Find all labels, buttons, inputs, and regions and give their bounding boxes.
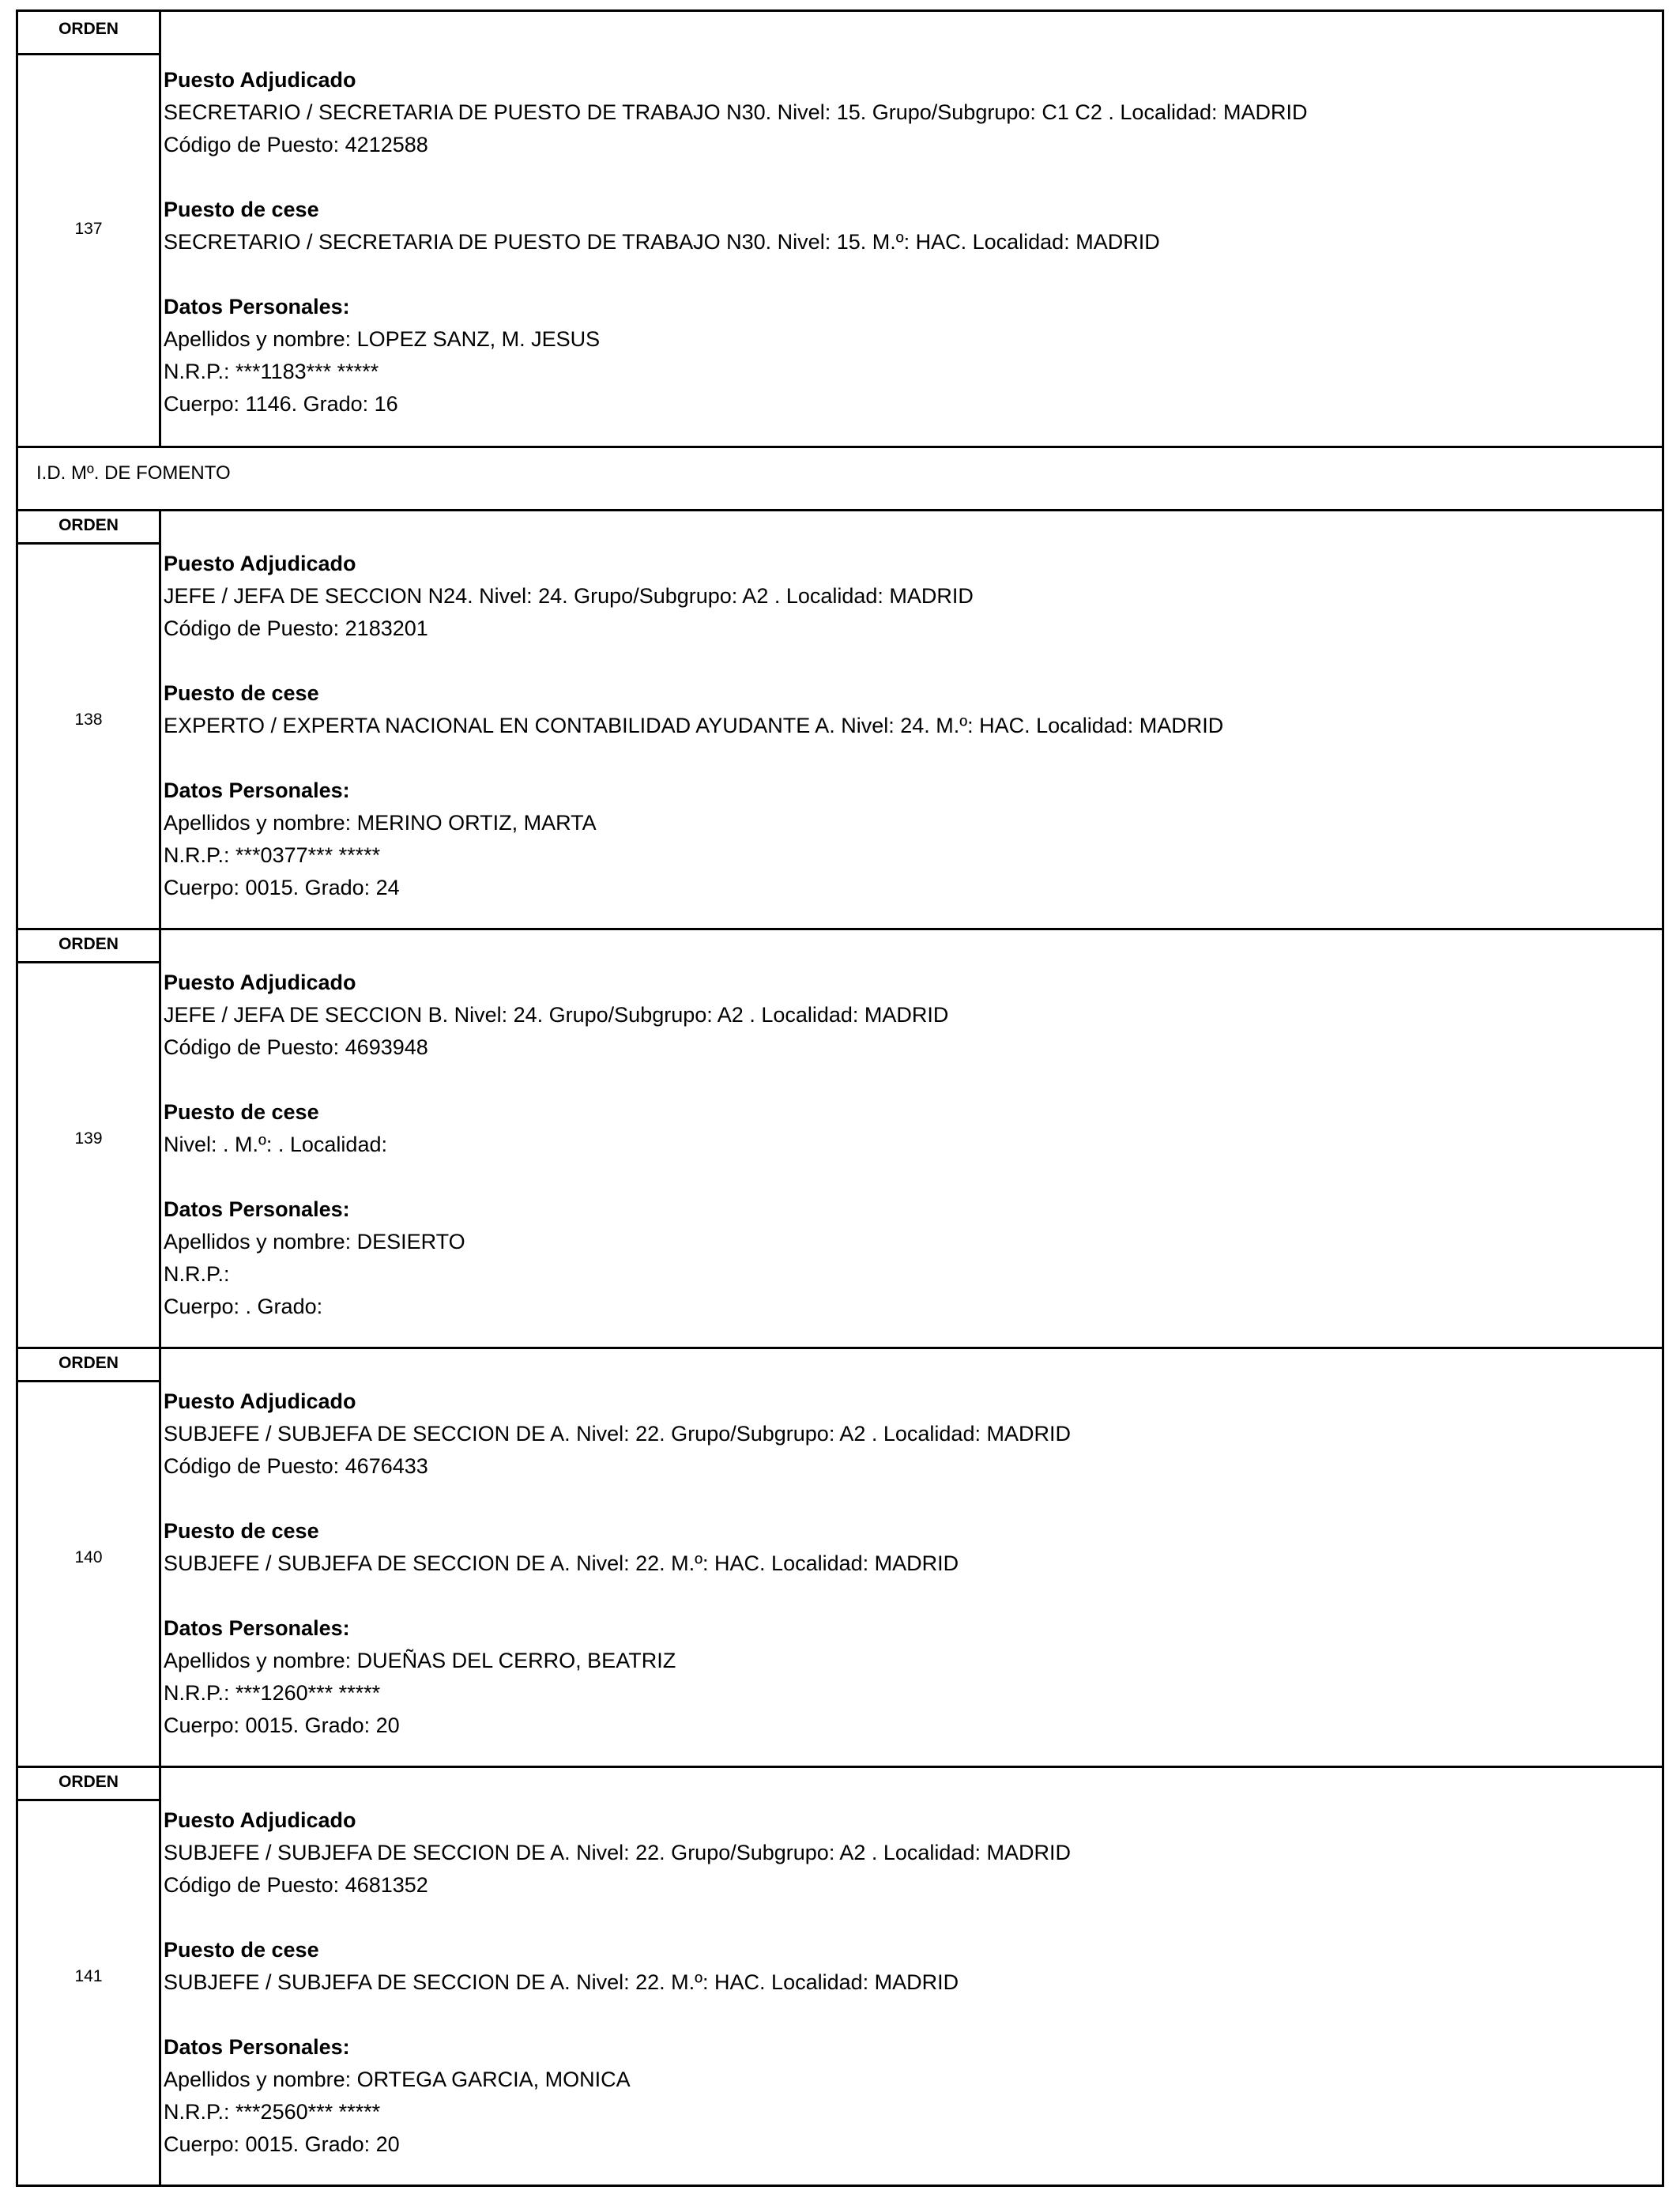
- record-content: [164, 1804, 1654, 2161]
- order-number: 137: [74, 219, 103, 238]
- record-content: [164, 64, 1654, 420]
- apellidos-nombre: Apellidos y nombre: MERINO ORTIZ, MARTA: [164, 811, 597, 835]
- puesto-adjudicado-text: SUBJEFE / SUBJEFA DE SECCION DE A. Nivel: 22. Grupo/Subgrupo: A2 . Localidad: MADRID: [164, 1422, 1071, 1446]
- codigo-puesto: Código de Puesto: 4676433: [164, 1454, 428, 1478]
- datos-personales-heading: Datos Personales:: [164, 1616, 350, 1640]
- puesto-cese-text: SUBJEFE / SUBJEFA DE SECCION DE A. Nivel: 22. M.º: HAC. Localidad: MADRID: [164, 1970, 959, 1994]
- order-number: 141: [74, 1966, 103, 1985]
- nrp: N.R.P.: ***0377*** *****: [164, 843, 381, 867]
- order-column: [18, 930, 161, 1347]
- cuerpo-grado: Cuerpo: . Grado:: [164, 1295, 323, 1318]
- order-header: ORDEN: [18, 930, 159, 963]
- record-content: [164, 548, 1654, 904]
- record-139: [16, 928, 1664, 1347]
- puesto-adjudicado-heading: Puesto Adjudicado: [164, 552, 356, 575]
- datos-personales-heading: Datos Personales:: [164, 295, 350, 319]
- record-content: [164, 967, 1654, 1323]
- puesto-adjudicado-text: SECRETARIO / SECRETARIA DE PUESTO DE TRABAJO N30. Nivel: 15. Grupo/Subgrupo: C1 C2 . Localidad: MADRID: [164, 100, 1308, 124]
- document-table: [16, 9, 1664, 2187]
- datos-personales-heading: Datos Personales:: [164, 778, 350, 802]
- puesto-adjudicado-heading: Puesto Adjudicado: [164, 971, 356, 994]
- puesto-cese-text: EXPERTO / EXPERTA NACIONAL EN CONTABILIDAD AYUDANTE A. Nivel: 24. M.º: HAC. Localidad: MADRID: [164, 714, 1224, 737]
- puesto-adjudicado-text: JEFE / JEFA DE SECCION N24. Nivel: 24. Grupo/Subgrupo: A2 . Localidad: MADRID: [164, 584, 974, 608]
- puesto-cese-heading: Puesto de cese: [164, 681, 319, 705]
- order-column: [18, 511, 161, 928]
- order-column: [18, 1349, 161, 1766]
- puesto-cese-heading: Puesto de cese: [164, 198, 319, 221]
- apellidos-nombre: Apellidos y nombre: DUEÑAS DEL CERRO, BEATRIZ: [164, 1649, 676, 1672]
- codigo-puesto: Código de Puesto: 2183201: [164, 616, 428, 640]
- cuerpo-grado: Cuerpo: 0015. Grado: 20: [164, 2132, 400, 2156]
- puesto-adjudicado-heading: Puesto Adjudicado: [164, 1808, 356, 1832]
- order-header: ORDEN: [18, 12, 159, 55]
- puesto-adjudicado-text: JEFE / JEFA DE SECCION B. Nivel: 24. Grupo/Subgrupo: A2 . Localidad: MADRID: [164, 1003, 949, 1027]
- puesto-cese-text: SECRETARIO / SECRETARIA DE PUESTO DE TRABAJO N30. Nivel: 15. M.º: HAC. Localidad: MADRID: [164, 230, 1160, 254]
- nrp: N.R.P.:: [164, 1262, 230, 1286]
- order-number: 140: [74, 1547, 103, 1566]
- order-header: ORDEN: [18, 1768, 159, 1801]
- codigo-puesto: Código de Puesto: 4681352: [164, 1873, 428, 1897]
- puesto-cese-heading: Puesto de cese: [164, 1100, 319, 1124]
- cuerpo-grado: Cuerpo: 0015. Grado: 20: [164, 1713, 400, 1737]
- puesto-cese-heading: Puesto de cese: [164, 1938, 319, 1962]
- cuerpo-grado: Cuerpo: 1146. Grado: 16: [164, 392, 398, 416]
- record-141: [16, 1766, 1664, 2187]
- puesto-cese-heading: Puesto de cese: [164, 1519, 319, 1543]
- nrp: N.R.P.: ***1183*** *****: [164, 360, 379, 383]
- cuerpo-grado: Cuerpo: 0015. Grado: 24: [164, 876, 400, 899]
- apellidos-nombre: Apellidos y nombre: LOPEZ SANZ, M. JESUS: [164, 327, 601, 351]
- datos-personales-heading: Datos Personales:: [164, 1197, 350, 1221]
- puesto-cese-text: SUBJEFE / SUBJEFA DE SECCION DE A. Nivel: 22. M.º: HAC. Localidad: MADRID: [164, 1551, 959, 1575]
- record-138: [16, 509, 1664, 928]
- record-137: [16, 9, 1664, 446]
- apellidos-nombre: Apellidos y nombre: DESIERTO: [164, 1230, 465, 1253]
- record-140: [16, 1347, 1664, 1766]
- puesto-adjudicado-heading: Puesto Adjudicado: [164, 68, 356, 92]
- apellidos-nombre: Apellidos y nombre: ORTEGA GARCIA, MONICA: [164, 2068, 631, 2091]
- section-header-row: [16, 446, 1664, 509]
- record-content: [164, 1385, 1654, 1742]
- codigo-puesto: Código de Puesto: 4693948: [164, 1035, 428, 1059]
- codigo-puesto: Código de Puesto: 4212588: [164, 133, 428, 156]
- section-header: I.D. Mº. DE FOMENTO: [36, 462, 231, 484]
- order-number: 139: [74, 1129, 103, 1148]
- puesto-adjudicado-text: SUBJEFE / SUBJEFA DE SECCION DE A. Nivel: 22. Grupo/Subgrupo: A2 . Localidad: MADRID: [164, 1841, 1071, 1864]
- order-number: 138: [74, 710, 103, 729]
- order-header: ORDEN: [18, 511, 159, 545]
- nrp: N.R.P.: ***2560*** *****: [164, 2100, 381, 2124]
- puesto-cese-text: Nivel: . M.º: . Localidad:: [164, 1133, 387, 1156]
- datos-personales-heading: Datos Personales:: [164, 2035, 350, 2059]
- nrp: N.R.P.: ***1260*** *****: [164, 1681, 381, 1705]
- order-column: [18, 12, 161, 446]
- order-header: ORDEN: [18, 1349, 159, 1382]
- puesto-adjudicado-heading: Puesto Adjudicado: [164, 1389, 356, 1413]
- order-column: [18, 1768, 161, 2185]
